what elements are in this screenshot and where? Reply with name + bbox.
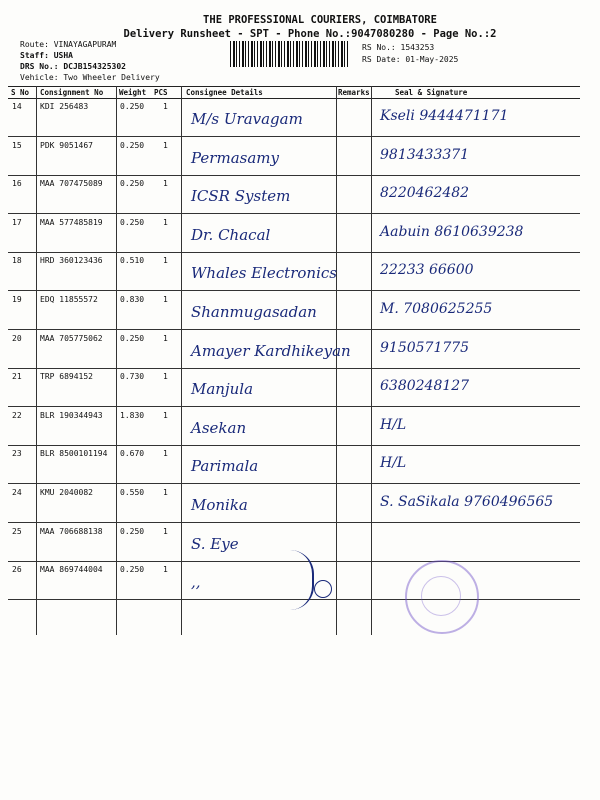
handwritten-signature: 6380248127 <box>380 378 470 395</box>
row-sno: 20 <box>12 333 22 343</box>
handwritten-signature: Aabuin 8610639238 <box>380 223 524 240</box>
row-consignment-no: EDQ 11855572 <box>40 295 98 304</box>
col-seal: Seal & Signature <box>395 88 468 97</box>
row-consignment-no: MAA 869744004 <box>40 565 103 575</box>
handwritten-signature: S. SaSikala 9760496565 <box>380 494 554 510</box>
header-top-border <box>8 86 580 87</box>
table-row <box>8 445 580 484</box>
row-weight: 0.510 <box>120 256 145 266</box>
handwritten-signature: Kseli 9444471171 <box>380 108 509 124</box>
row-weight: 0.250 <box>120 102 145 111</box>
row-sno: 19 <box>12 295 22 304</box>
col-pcs: PCS <box>154 88 168 97</box>
table-row <box>8 137 580 176</box>
row-weight: 1.830 <box>120 410 145 420</box>
table-row <box>8 330 580 369</box>
row-pcs: 1 <box>163 410 168 420</box>
row-sno: 25 <box>12 526 22 536</box>
table-row <box>8 252 580 291</box>
row-sno: 26 <box>12 565 22 575</box>
handwritten-consignee: S. Eye <box>191 534 239 553</box>
handwritten-signature: 9813433371 <box>380 146 470 163</box>
handwritten-signature: M. 7080625255 <box>380 301 493 317</box>
row-weight: 0.670 <box>120 449 145 459</box>
table-row <box>8 98 580 137</box>
row-sno: 16 <box>12 179 22 189</box>
row-consignment-no: HRD 360123436 <box>40 256 103 266</box>
table-row <box>8 484 580 523</box>
vehicle-label: Vehicle: Two Wheeler Delivery <box>20 73 160 82</box>
row-pcs: 1 <box>163 526 168 536</box>
handwritten-signature: H/L <box>380 416 407 433</box>
row-weight: 0.250 <box>120 565 145 575</box>
handwritten-signature: H/L <box>380 455 407 472</box>
row-sno: 23 <box>12 449 22 459</box>
row-pcs: 1 <box>163 217 168 227</box>
staff-label: Staff: USHA <box>20 51 73 60</box>
handwritten-signature: 9150571775 <box>380 339 470 356</box>
row-weight: 0.250 <box>120 526 145 536</box>
row-consignment-no: BLR 8500101194 <box>40 449 108 459</box>
row-pcs: 1 <box>163 179 168 189</box>
row-consignment-no: KMU 2040082 <box>40 488 93 497</box>
col-remarks: Remarks <box>338 88 370 97</box>
handwritten-consignee: Dr. Chacal <box>191 225 271 244</box>
row-consignment-no: KDI 256483 <box>40 102 89 111</box>
col-consignment: Consignment No <box>40 88 104 97</box>
handwritten-consignee: Whales Electronics <box>191 264 337 283</box>
table-row <box>8 175 580 214</box>
table-row <box>8 291 580 330</box>
table-row <box>8 214 580 253</box>
handwritten-consignee: Permasamy <box>191 148 279 167</box>
handwritten-consignee: Monika <box>191 496 248 514</box>
handwritten-consignee: M/s Uravagam <box>191 110 303 128</box>
row-weight: 0.250 <box>120 140 145 150</box>
row-sno: 17 <box>12 217 22 227</box>
signature-circle <box>314 580 332 598</box>
handwritten-signature: 8220462482 <box>380 185 470 202</box>
row-weight: 0.730 <box>120 372 145 382</box>
handwritten-consignee: Manjula <box>191 380 254 399</box>
row-pcs: 1 <box>163 295 168 304</box>
handwritten-consignee: Amayer Kardhikeyan <box>191 341 351 360</box>
row-sno: 14 <box>12 102 22 111</box>
rs-date-label: RS Date: 01-May-2025 <box>362 55 459 64</box>
route-label: Route: VINAYAGAPURAM <box>20 40 117 49</box>
row-consignment-no: MAA 707475089 <box>40 179 103 189</box>
row-pcs: 1 <box>163 449 168 459</box>
handwritten-consignee: Asekan <box>191 418 247 437</box>
row-sno: 24 <box>12 488 22 497</box>
col-weight: Weight <box>119 88 147 97</box>
row-consignment-no: BLR 190344943 <box>40 410 103 420</box>
row-consignment-no: MAA 577485819 <box>40 217 103 227</box>
row-sno: 18 <box>12 256 22 266</box>
row-weight: 0.830 <box>120 295 145 304</box>
handwritten-consignee: ,, <box>191 573 201 592</box>
col-sno: S No <box>11 88 30 97</box>
col-consignee: Consignee Details <box>186 88 263 97</box>
handwritten-consignee: Shanmugasadan <box>191 303 317 321</box>
row-sno: 22 <box>12 410 22 420</box>
company-title: THE PROFESSIONAL COURIERS, COIMBATORE <box>203 14 437 26</box>
row-consignment-no: TRP 6894152 <box>40 372 93 382</box>
row-pcs: 1 <box>163 140 168 150</box>
handwritten-signature: 22233 66600 <box>380 262 474 279</box>
row-sno: 21 <box>12 372 22 382</box>
drs-label: DRS No.: DCJB154325302 <box>20 62 126 71</box>
row-weight: 0.250 <box>120 217 145 227</box>
handwritten-consignee: Parimala <box>191 457 259 476</box>
seal-stamp <box>405 560 479 634</box>
rs-no-label: RS No.: 1543253 <box>362 43 435 52</box>
row-weight: 0.250 <box>120 333 145 343</box>
row-pcs: 1 <box>163 565 168 575</box>
row-weight: 0.550 <box>120 488 145 497</box>
row-pcs: 1 <box>163 256 168 266</box>
row-sno: 15 <box>12 140 22 150</box>
row-weight: 0.250 <box>120 179 145 189</box>
row-pcs: 1 <box>163 372 168 382</box>
row-consignment-no: MAA 705775062 <box>40 333 103 343</box>
table-row <box>8 368 580 407</box>
barcode <box>230 41 350 67</box>
handwritten-consignee: ICSR System <box>191 187 291 206</box>
row-pcs: 1 <box>163 102 168 111</box>
row-consignment-no: MAA 706688138 <box>40 526 103 536</box>
runsheet-subtitle: Delivery Runsheet - SPT - Phone No.:9047080280 - Page No.:2 <box>123 28 497 40</box>
row-consignment-no: PDK 9051467 <box>40 140 93 150</box>
row-pcs: 1 <box>163 333 168 343</box>
row-pcs: 1 <box>163 488 168 497</box>
table-row <box>8 407 580 446</box>
